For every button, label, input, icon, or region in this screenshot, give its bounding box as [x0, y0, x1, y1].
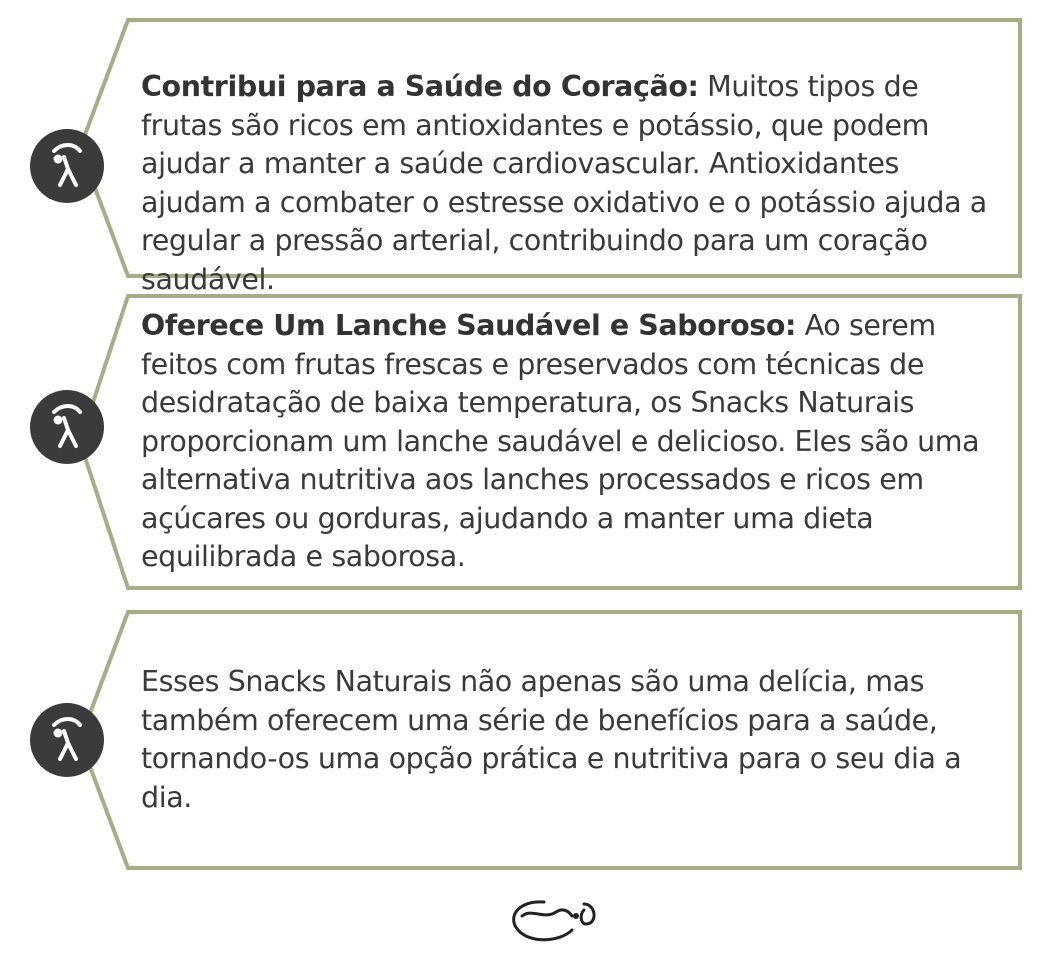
card-body: Muitos tipos de frutas são ricos em antioxidantes e potássio, que podem ajudar a manter a saúde cardiovascular. Antioxidantes ajudam a combater o estresse oxidativo e o potássio ajuda a regular a pressão arterial, contribuindo para um coração saudável.: [141, 70, 987, 296]
stretching-person-icon: [30, 703, 104, 777]
card-text: [141, 663, 1001, 817]
card-text: [141, 307, 1001, 577]
card-body: Esses Snacks Naturais não apenas são uma delícia, mas também oferecem uma série de benefícios para a saúde, tornando-os uma opção prática e nutritiva para o seu dia a dia.: [141, 665, 962, 814]
card-text: [141, 68, 1001, 299]
stretching-person-icon: [30, 390, 104, 464]
benefit-card-snack: [24, 294, 1022, 590]
card-title: Oferece Um Lanche Saudável e Saboroso:: [141, 309, 797, 342]
benefit-card-summary: [24, 610, 1022, 870]
benefit-card-heart: [24, 18, 1022, 296]
card-title: Contribui para a Saúde do Coração:: [141, 70, 699, 103]
brand-logo: [500, 890, 600, 950]
stretching-person-icon: [30, 129, 104, 203]
card-body: Ao serem feitos com frutas frescas e preservados com técnicas de desidratação de baixa temperatura, os Snacks Naturais proporcionam um lanche saudável e delicioso. Eles são uma alternativa nutritiva aos lanches processados e ricos em açúcares ou gorduras, ajudando a manter uma dieta equilibrada e saborosa.: [141, 309, 980, 573]
